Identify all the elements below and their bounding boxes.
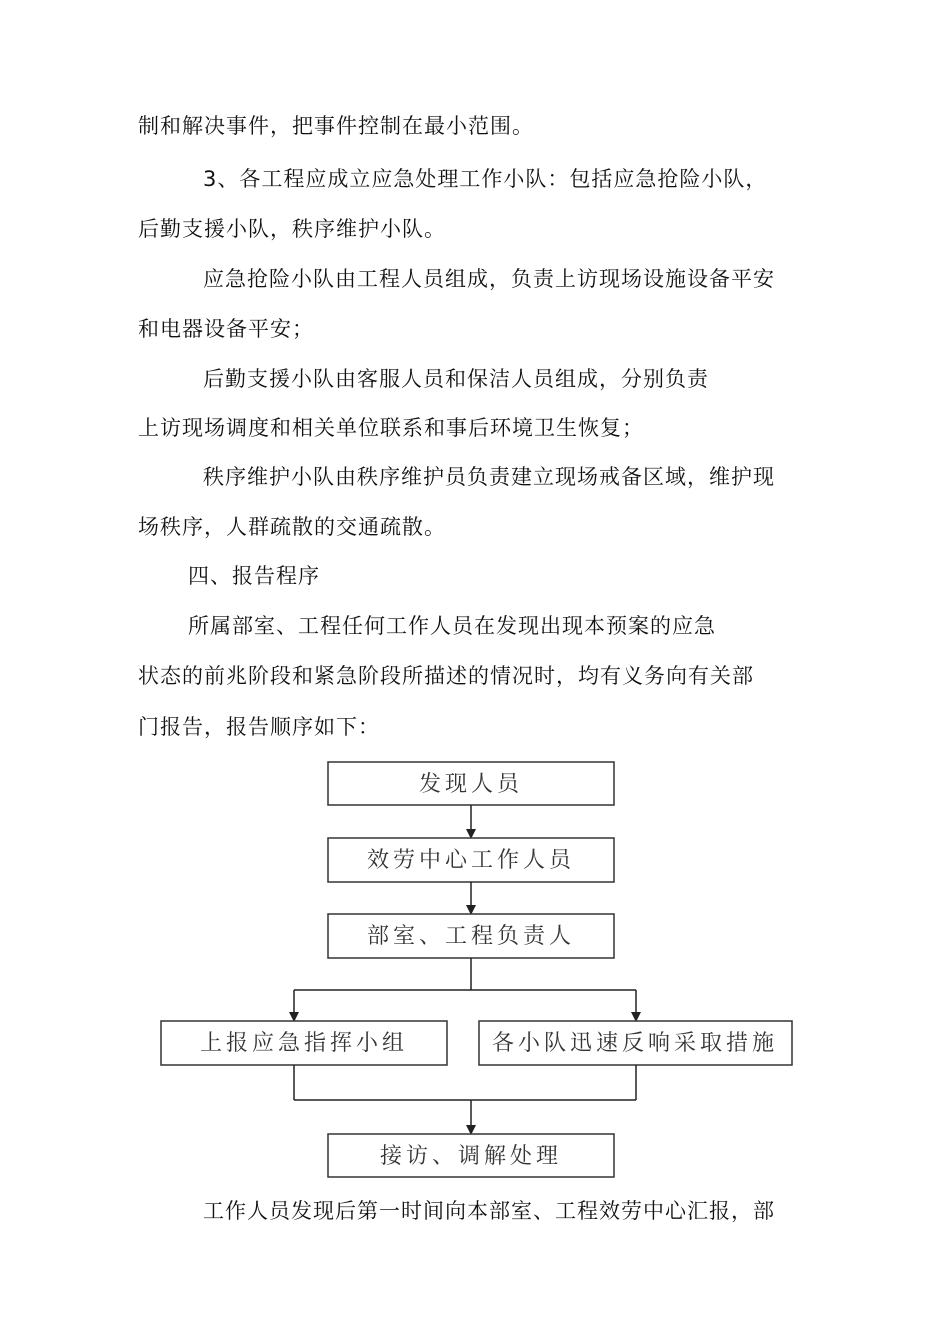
paragraph-line-13: 门报告，报告顺序如下： [138, 715, 380, 739]
flow-box-report-command-label: 上报应急指挥小组 [199, 1031, 409, 1056]
paragraph-line-2: 3、各工程应成立应急处理工作小队：包括应急抢险小队， [203, 167, 768, 191]
flow-box-reception-mediation-label: 接访、调解处理 [379, 1144, 563, 1169]
flow-box-teams-respond-label: 各小队迅速反响采取措施 [491, 1031, 779, 1056]
flow-box-discoverer-label: 发现人员 [418, 772, 524, 797]
flow-box-service-staff-label: 效劳中心工作人员 [366, 848, 576, 873]
section-heading: 四、报告程序 [188, 564, 320, 588]
flow-box-department-head-label: 部室、工程负责人 [366, 924, 576, 949]
paragraph-line-4: 应急抢险小队由工程人员组成，负责上访现场设施设备平安 [203, 267, 775, 291]
paragraph-line-3: 后勤支援小队，秩序维护小队。 [138, 217, 446, 241]
paragraph-line-5: 和电器设备平安； [138, 317, 314, 341]
closing-paragraph-line: 工作人员发现后第一时间向本部室、工程效劳中心汇报，部 [203, 1199, 775, 1223]
paragraph-line-1: 制和解决事件，把事件控制在最小范围。 [138, 114, 534, 138]
paragraph-line-12: 状态的前兆阶段和紧急阶段所描述的情况时，均有义务向有关部 [138, 664, 754, 688]
paragraph-line-6: 后勤支援小队由客服人员和保洁人员组成，分别负责 [203, 367, 709, 391]
paragraph-line-8: 秩序维护小队由秩序维护员负责建立现场戒备区域，维护现 [203, 465, 775, 489]
paragraph-line-11: 所属部室、工程任何工作人员在发现出现本预案的应急 [188, 614, 716, 638]
paragraph-line-7: 上访现场调度和相关单位联系和事后环境卫生恢复； [138, 416, 644, 440]
paragraph-line-9: 场秩序，人群疏散的交通疏散。 [138, 515, 446, 539]
